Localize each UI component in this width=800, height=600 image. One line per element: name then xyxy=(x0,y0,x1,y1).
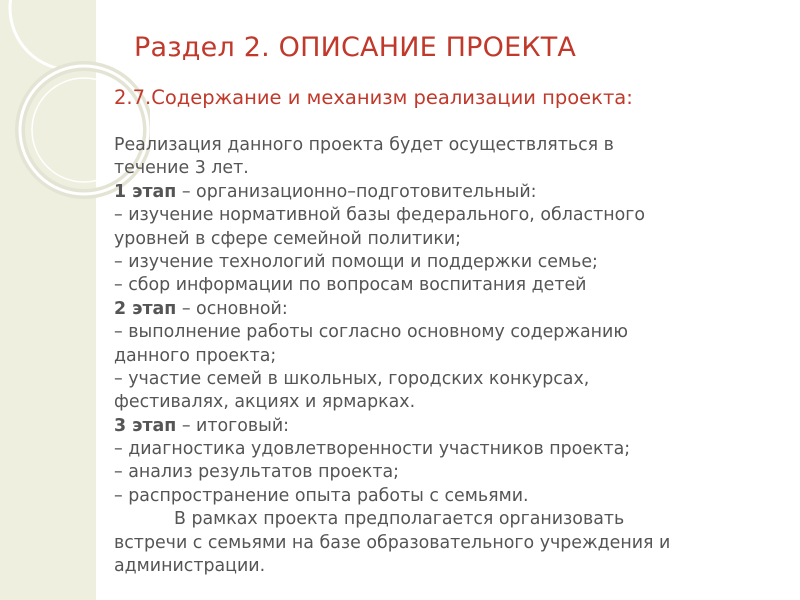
page-title: Раздел 2. ОПИСАНИЕ ПРОЕКТА xyxy=(134,32,577,63)
intro-line: Реализация данного проекта будет осуществляться в xyxy=(114,135,614,155)
stage-label: 2 этап xyxy=(114,298,177,319)
list-item: – распространение опыта работы с семьями. xyxy=(114,485,529,506)
closing-line: встречи с семьями на базе образовательного учреждения и xyxy=(114,532,671,553)
list-item: – изучение технологий помощи и поддержки семье; xyxy=(114,251,598,272)
stage-description: – основной: xyxy=(176,298,288,319)
list-item: – анализ результатов проекта; xyxy=(114,462,399,483)
content-body xyxy=(114,134,790,578)
intro-line: течение 3 лет. xyxy=(114,158,249,179)
closing-line: В рамках проекта предполагается организовать xyxy=(174,509,625,530)
list-item: – участие семей в школьных, городских конкурсах, xyxy=(114,368,590,389)
list-item: – выполнение работы согласно основному содержанию xyxy=(114,322,628,343)
stage-2-heading xyxy=(114,298,790,321)
list-item: – изучение нормативной базы федерального, областного xyxy=(114,205,645,226)
list-item: – сбор информации по вопросам воспитания детей xyxy=(114,275,587,296)
closing-line: администрации. xyxy=(114,556,266,577)
stage-description: – организационно–подготовительный: xyxy=(176,181,537,202)
stage-label: 3 этап xyxy=(114,415,177,436)
list-item: данного проекта; xyxy=(114,345,277,366)
list-item: фестивалях, акциях и ярмарках. xyxy=(114,392,416,413)
stage-3-heading xyxy=(114,415,790,438)
list-item: – диагностика удовлетворенности участников проекта; xyxy=(114,439,631,460)
section-subtitle: 2.7.Содержание и механизм реализации проекта: xyxy=(114,86,633,109)
list-item: уровней в сфере семейной политики; xyxy=(114,228,462,249)
stage-description: – итоговый: xyxy=(176,415,290,436)
stage-label: 1 этап xyxy=(114,181,177,202)
stage-1-heading xyxy=(114,181,790,204)
